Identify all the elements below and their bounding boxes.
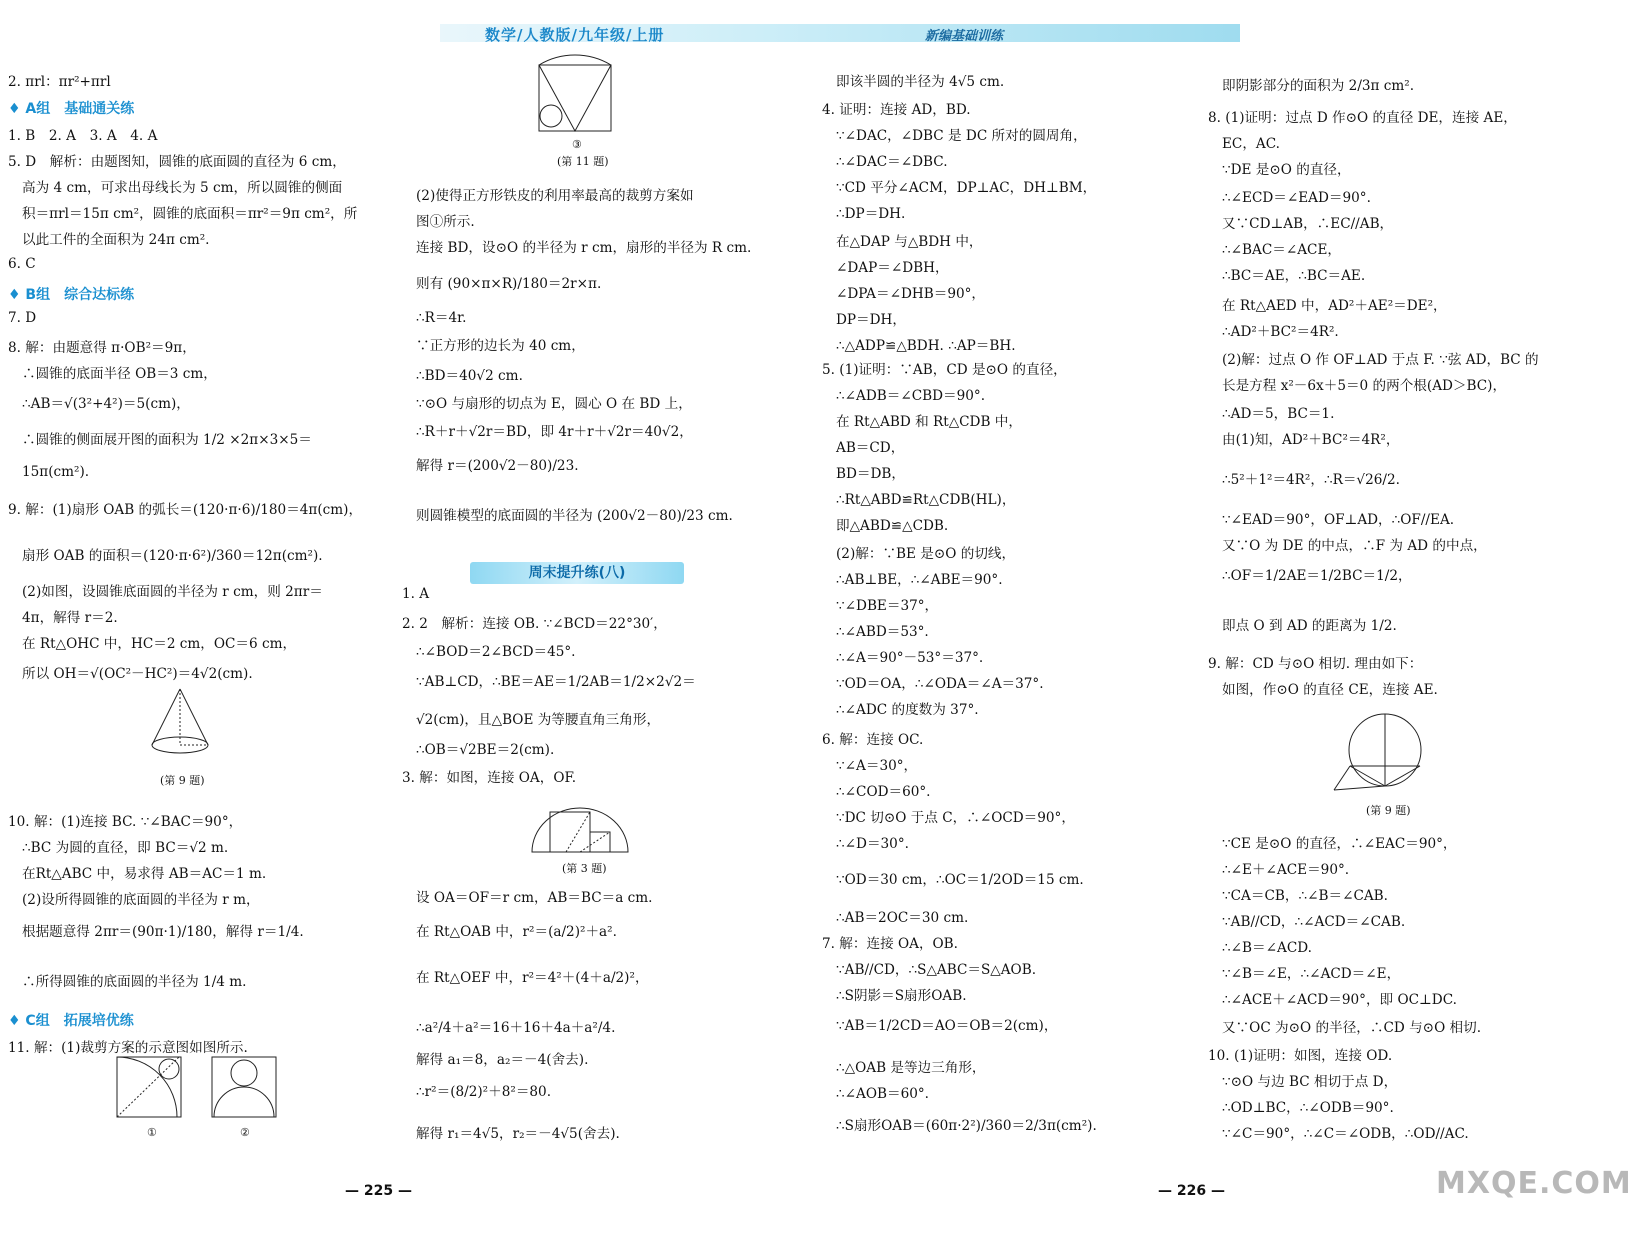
- text-line: ∴△OAB 是等边三角形，: [836, 1060, 986, 1076]
- text-line: ∵∠DBE＝37°，: [836, 598, 939, 614]
- figure-label-2: ②: [240, 1126, 250, 1139]
- text-line: 6. 解：连接 OC.: [822, 732, 924, 748]
- text-line: ∴圆锥的底面半径 OB＝3 cm，: [22, 366, 217, 382]
- figure-label-3: ③: [572, 138, 582, 151]
- text-line: ∴∠ADC 的度数为 37°.: [836, 702, 979, 718]
- text-line: ∴∠B＝∠ACD.: [1222, 940, 1312, 956]
- text-line: ∵DC 切⊙O 于点 C，∴∠OCD＝90°，: [836, 810, 1075, 826]
- text-line: 4. 证明：连接 AD，BD.: [822, 102, 971, 118]
- text-line: 5. D 解析：由题图知，圆锥的底面圆的直径为 6 cm，: [8, 154, 346, 170]
- text-line: 所以 OH＝√(OC²－HC²)＝4√2(cm).: [22, 666, 253, 682]
- text-line: ∴AD＝5，BC＝1.: [1222, 406, 1335, 422]
- text-line: 2. πrl：πr²+πrl: [8, 74, 111, 90]
- text-line: 即△ABD≌△CDB.: [836, 518, 949, 534]
- text-line: 解得 r₁＝4√5，r₂＝－4√5(舍去).: [416, 1126, 620, 1142]
- text-line: ∴∠BOD＝2∠BCD＝45°.: [416, 644, 576, 660]
- text-line: 则有 (90×π×R)/180＝2r×π.: [416, 276, 602, 292]
- text-line: ∵AB//CD，∴∠ACD＝∠CAB.: [1222, 914, 1406, 930]
- page-number-left: — 225 —: [345, 1183, 412, 1199]
- text-line: 1. A: [402, 586, 430, 602]
- text-line: ∴DP＝DH.: [836, 206, 906, 222]
- figure-caption: (第 11 题): [557, 155, 609, 168]
- text-line: ∴BC＝AE，∴BC＝AE.: [1222, 268, 1366, 284]
- text-line: ∴R＋r＋√2r＝BD，即 4r＋r＋√2r＝40√2，: [416, 424, 693, 440]
- text-line: 15π(cm²).: [22, 464, 90, 480]
- text-line: √2(cm)，且△BOE 为等腰直角三角形，: [416, 712, 661, 728]
- text-line: ∴R＝4r.: [416, 310, 467, 326]
- text-line: ∵CA＝CB，∴∠B＝∠CAB.: [1222, 888, 1388, 904]
- text-line: 3. 解：如图，连接 OA，OF.: [402, 770, 577, 786]
- text-line: ♦ A组 基础通关练: [8, 101, 135, 117]
- text-line: 在 Rt△OHC 中，HC＝2 cm，OC＝6 cm，: [22, 636, 297, 652]
- text-line: ∵AB//CD，∴S△ABC＝S△AOB.: [836, 962, 1037, 978]
- text-line: ∴∠ABD＝53°.: [836, 624, 929, 640]
- text-line: ∴BC 为圆的直径，即 BC＝√2 m.: [22, 840, 229, 856]
- text-line: 6. C: [8, 256, 36, 272]
- text-line: 解得 r＝(200√2－80)/23.: [416, 458, 579, 474]
- text-line: ∴AD²＋BC²＝4R².: [1222, 324, 1339, 340]
- text-line: 10. (1)证明：如图，连接 OD.: [1208, 1048, 1393, 1064]
- text-line: 8. (1)证明：过点 D 作⊙O 的直径 DE，连接 AE，: [1208, 110, 1517, 126]
- text-line: 连接 BD，设⊙O 的半径为 r cm，扇形的半径为 R cm.: [416, 240, 752, 256]
- text-line: 在 Rt△OAB 中，r²＝(a/2)²＋a².: [416, 924, 617, 940]
- text-line: 长是方程 x²－6x＋5＝0 的两个根(AD＞BC)，: [1222, 378, 1507, 394]
- text-line: ∴∠ECD＝∠EAD＝90°.: [1222, 190, 1371, 206]
- text-line: 积＝πrl＝15π cm²，圆锥的底面积＝πr²＝9π cm²，所: [22, 206, 358, 222]
- text-line: 在 Rt△AED 中，AD²＋AE²＝DE²，: [1222, 298, 1447, 314]
- text-line: ∴OD⊥BC，∴∠ODB＝90°.: [1222, 1100, 1394, 1116]
- text-line: ∵OD＝30 cm，∴OC＝1/2OD＝15 cm.: [836, 872, 1084, 888]
- text-line: (2)如图，设圆锥底面圆的半径为 r cm，则 2πr＝: [22, 584, 323, 600]
- text-line: ∴∠DAC＝∠DBC.: [836, 154, 948, 170]
- figure-caption: (第 9 题): [1366, 804, 1411, 817]
- text-line: 8. 解：由题意得 π·OB²＝9π，: [8, 340, 196, 356]
- text-line: 10. 解：(1)连接 BC. ∵∠BAC＝90°，: [8, 814, 243, 830]
- header-series: 新编基础训练: [925, 29, 1004, 44]
- text-line: 4π，解得 r＝2.: [22, 610, 118, 626]
- text-line: ∴∠A＝90°－53°＝37°.: [836, 650, 984, 666]
- text-line: ∵AB＝1/2CD＝AO＝OB＝2(cm)，: [836, 1018, 1058, 1034]
- text-line: 9. 解：(1)扇形 OAB 的弧长＝(120·π·6)/180＝4π(cm)，: [8, 502, 363, 518]
- square-sector-figure-1: [115, 1055, 185, 1121]
- text-line: ∴AB＝√(3²+4²)＝5(cm)，: [22, 396, 190, 412]
- text-line: 7. D: [8, 310, 37, 326]
- text-line: ∵CE 是⊙O 的直径，∴∠EAC＝90°，: [1222, 836, 1457, 852]
- text-line: 图①所示.: [416, 214, 475, 230]
- text-line: 即点 O 到 AD 的距离为 1/2.: [1222, 618, 1397, 634]
- text-line: 根据题意得 2πr＝(90π·1)/180，解得 r＝1/4.: [22, 924, 304, 940]
- circle-tangent-figure: [1330, 710, 1430, 798]
- text-line: ∵CD 平分∠ACM，DP⊥AC，DH⊥BM，: [836, 180, 1097, 196]
- text-line: 又∵OC 为⊙O 的半径，∴CD 与⊙O 相切.: [1222, 1020, 1482, 1036]
- text-line: 扇形 OAB 的面积＝(120·π·6²)/360＝12π(cm²).: [22, 548, 323, 564]
- text-line: 又∵CD⊥AB，∴EC//AB，: [1222, 216, 1394, 232]
- square-sector-figure-2: [210, 1055, 280, 1121]
- text-line: ∵正方形的边长为 40 cm，: [416, 338, 585, 354]
- text-line: ∴r²＝(8/2)²＋8²＝80.: [416, 1084, 552, 1100]
- text-line: (2)解：∵BE 是⊙O 的切线，: [836, 546, 1016, 562]
- text-line: 由(1)知，AD²＋BC²＝4R²，: [1222, 432, 1400, 448]
- text-line: DP＝DH，: [836, 312, 906, 328]
- text-line: ∴OB＝√2BE＝2(cm).: [416, 742, 555, 758]
- text-line: ∵⊙O 与扇形的切点为 E，圆心 O 在 BD 上，: [416, 396, 692, 412]
- text-line: ∴AB＝2OC＝30 cm.: [836, 910, 969, 926]
- text-line: 以此工件的全面积为 24π cm².: [22, 232, 210, 248]
- watermark: MXQE.COM: [1436, 1166, 1632, 1201]
- text-line: 解得 a₁＝8，a₂＝－4(舍去).: [416, 1052, 589, 1068]
- page-number-right: — 226 —: [1158, 1183, 1225, 1199]
- text-line: ∵∠B＝∠E，∴∠ACD＝∠E，: [1222, 966, 1401, 982]
- text-line: 7. 解：连接 OA，OB.: [822, 936, 958, 952]
- text-line: ∵∠A＝30°，: [836, 758, 918, 774]
- weekly-practice-title: 周末提升练(八): [470, 562, 684, 584]
- text-line: ∴S阴影＝S扇形OAB.: [836, 988, 967, 1004]
- text-line: 如图，作⊙O 的直径 CE，连接 AE.: [1222, 682, 1438, 698]
- semicircle-figure: [530, 806, 630, 856]
- figure-caption: (第 9 题): [160, 774, 205, 787]
- text-line: ∴∠E＋∠ACE＝90°.: [1222, 862, 1350, 878]
- text-line: ∵⊙O 与边 BC 相切于点 D，: [1222, 1074, 1398, 1090]
- text-line: ∴圆锥的侧面展开图的面积为 1/2 ×2π×3×5＝: [22, 432, 312, 448]
- text-line: 又∵O 为 DE 的中点，∴F 为 AD 的中点，: [1222, 538, 1487, 554]
- text-line: 在Rt△ABC 中，易求得 AB＝AC＝1 m.: [22, 866, 267, 882]
- text-line: 即该半圆的半径为 4√5 cm.: [836, 74, 1005, 90]
- text-line: ∴所得圆锥的底面圆的半径为 1/4 m.: [22, 974, 247, 990]
- text-line: ∵DE 是⊙O 的直径，: [1222, 162, 1351, 178]
- text-line: ∴∠ACE＋∠ACD＝90°，即 OC⊥DC.: [1222, 992, 1457, 1008]
- text-line: ∴OF＝1/2AE＝1/2BC＝1/2，: [1222, 568, 1412, 584]
- text-line: 2. 2 解析：连接 OB. ∵∠BCD＝22°30′，: [402, 616, 667, 632]
- figure-caption: (第 3 题): [562, 862, 607, 875]
- header-title: 数学/人教版/九年级/上册: [485, 26, 665, 44]
- text-line: 即阴影部分的面积为 2/3π cm².: [1222, 78, 1415, 94]
- text-line: 在 Rt△ABD 和 Rt△CDB 中，: [836, 414, 1022, 430]
- text-line: ∴5²＋1²＝4R²，∴R＝√26/2.: [1222, 472, 1400, 488]
- text-line: ∴∠AOB＝60°.: [836, 1086, 929, 1102]
- text-line: 5. (1)证明：∵AB，CD 是⊙O 的直径，: [822, 362, 1067, 378]
- text-line: ♦ B组 综合达标练: [8, 287, 135, 303]
- text-line: (2)设所得圆锥的底面圆的半径为 r m，: [22, 892, 260, 908]
- text-line: (2)使得正方形铁皮的利用率最高的裁剪方案如: [416, 188, 694, 204]
- text-line: ∴△ADP≌△BDH. ∴AP＝BH.: [836, 338, 1016, 354]
- text-line: 1. B 2. A 3. A 4. A: [8, 128, 158, 144]
- text-line: ∵∠C＝90°，∴∠C＝∠ODB，∴OD//AC.: [1222, 1126, 1469, 1142]
- text-line: ∵∠DAC，∠DBC 是 DC 所对的圆周角，: [836, 128, 1087, 144]
- text-line: AB＝CD，: [836, 440, 905, 456]
- text-line: ∴BD＝40√2 cm.: [416, 368, 523, 384]
- text-line: ∴∠D＝30°.: [836, 836, 909, 852]
- text-line: ∠DAP＝∠DBH，: [836, 260, 949, 276]
- text-line: ∴a²/4＋a²＝16＋16＋4a＋a²/4.: [416, 1020, 616, 1036]
- text-line: ∵∠EAD＝90°，OF⊥AD，∴OF//EA.: [1222, 512, 1455, 528]
- text-line: 11. 解：(1)裁剪方案的示意图如图所示.: [8, 1040, 248, 1056]
- text-line: ∴S扇形OAB＝(60π·2²)/360＝2/3π(cm²).: [836, 1118, 1097, 1134]
- text-line: ∴AB⊥BE，∴∠ABE＝90°.: [836, 572, 1003, 588]
- square-sector-figure-3: [537, 63, 615, 135]
- text-line: BD＝DB，: [836, 466, 905, 482]
- text-line: ∵AB⊥CD，∴BE＝AE＝1/2AB＝1/2×2√2＝: [416, 674, 696, 690]
- text-line: ∴∠ADB＝∠CBD＝90°.: [836, 388, 986, 404]
- text-line: ∴∠COD＝60°.: [836, 784, 931, 800]
- text-line: 在△DAP 与△BDH 中，: [836, 234, 983, 250]
- text-line: ∴∠BAC＝∠ACE，: [1222, 242, 1341, 258]
- figure-label-1: ①: [147, 1126, 157, 1139]
- text-line: 则圆锥模型的底面圆的半径为 (200√2－80)/23 cm.: [416, 508, 733, 524]
- text-line: ∠DPA＝∠DHB＝90°，: [836, 286, 986, 302]
- text-line: 在 Rt△OEF 中，r²＝4²＋(4＋a/2)²，: [416, 970, 649, 986]
- text-line: 高为 4 cm，可求出母线长为 5 cm，所以圆锥的侧面: [22, 180, 343, 196]
- text-line: 设 OA＝OF＝r cm，AB＝BC＝a cm.: [416, 890, 653, 906]
- text-line: ♦ C组 拓展培优练: [8, 1013, 134, 1029]
- text-line: ∵OD＝OA，∴∠ODA＝∠A＝37°.: [836, 676, 1044, 692]
- cone-figure: [145, 683, 215, 768]
- text-line: ∴Rt△ABD≌Rt△CDB(HL)，: [836, 492, 1016, 508]
- text-line: 9. 解：CD 与⊙O 相切. 理由如下：: [1208, 656, 1423, 672]
- text-line: (2)解：过点 O 作 OF⊥AD 于点 F. ∵弦 AD，BC 的: [1222, 352, 1539, 368]
- text-line: EC，AC.: [1222, 136, 1280, 152]
